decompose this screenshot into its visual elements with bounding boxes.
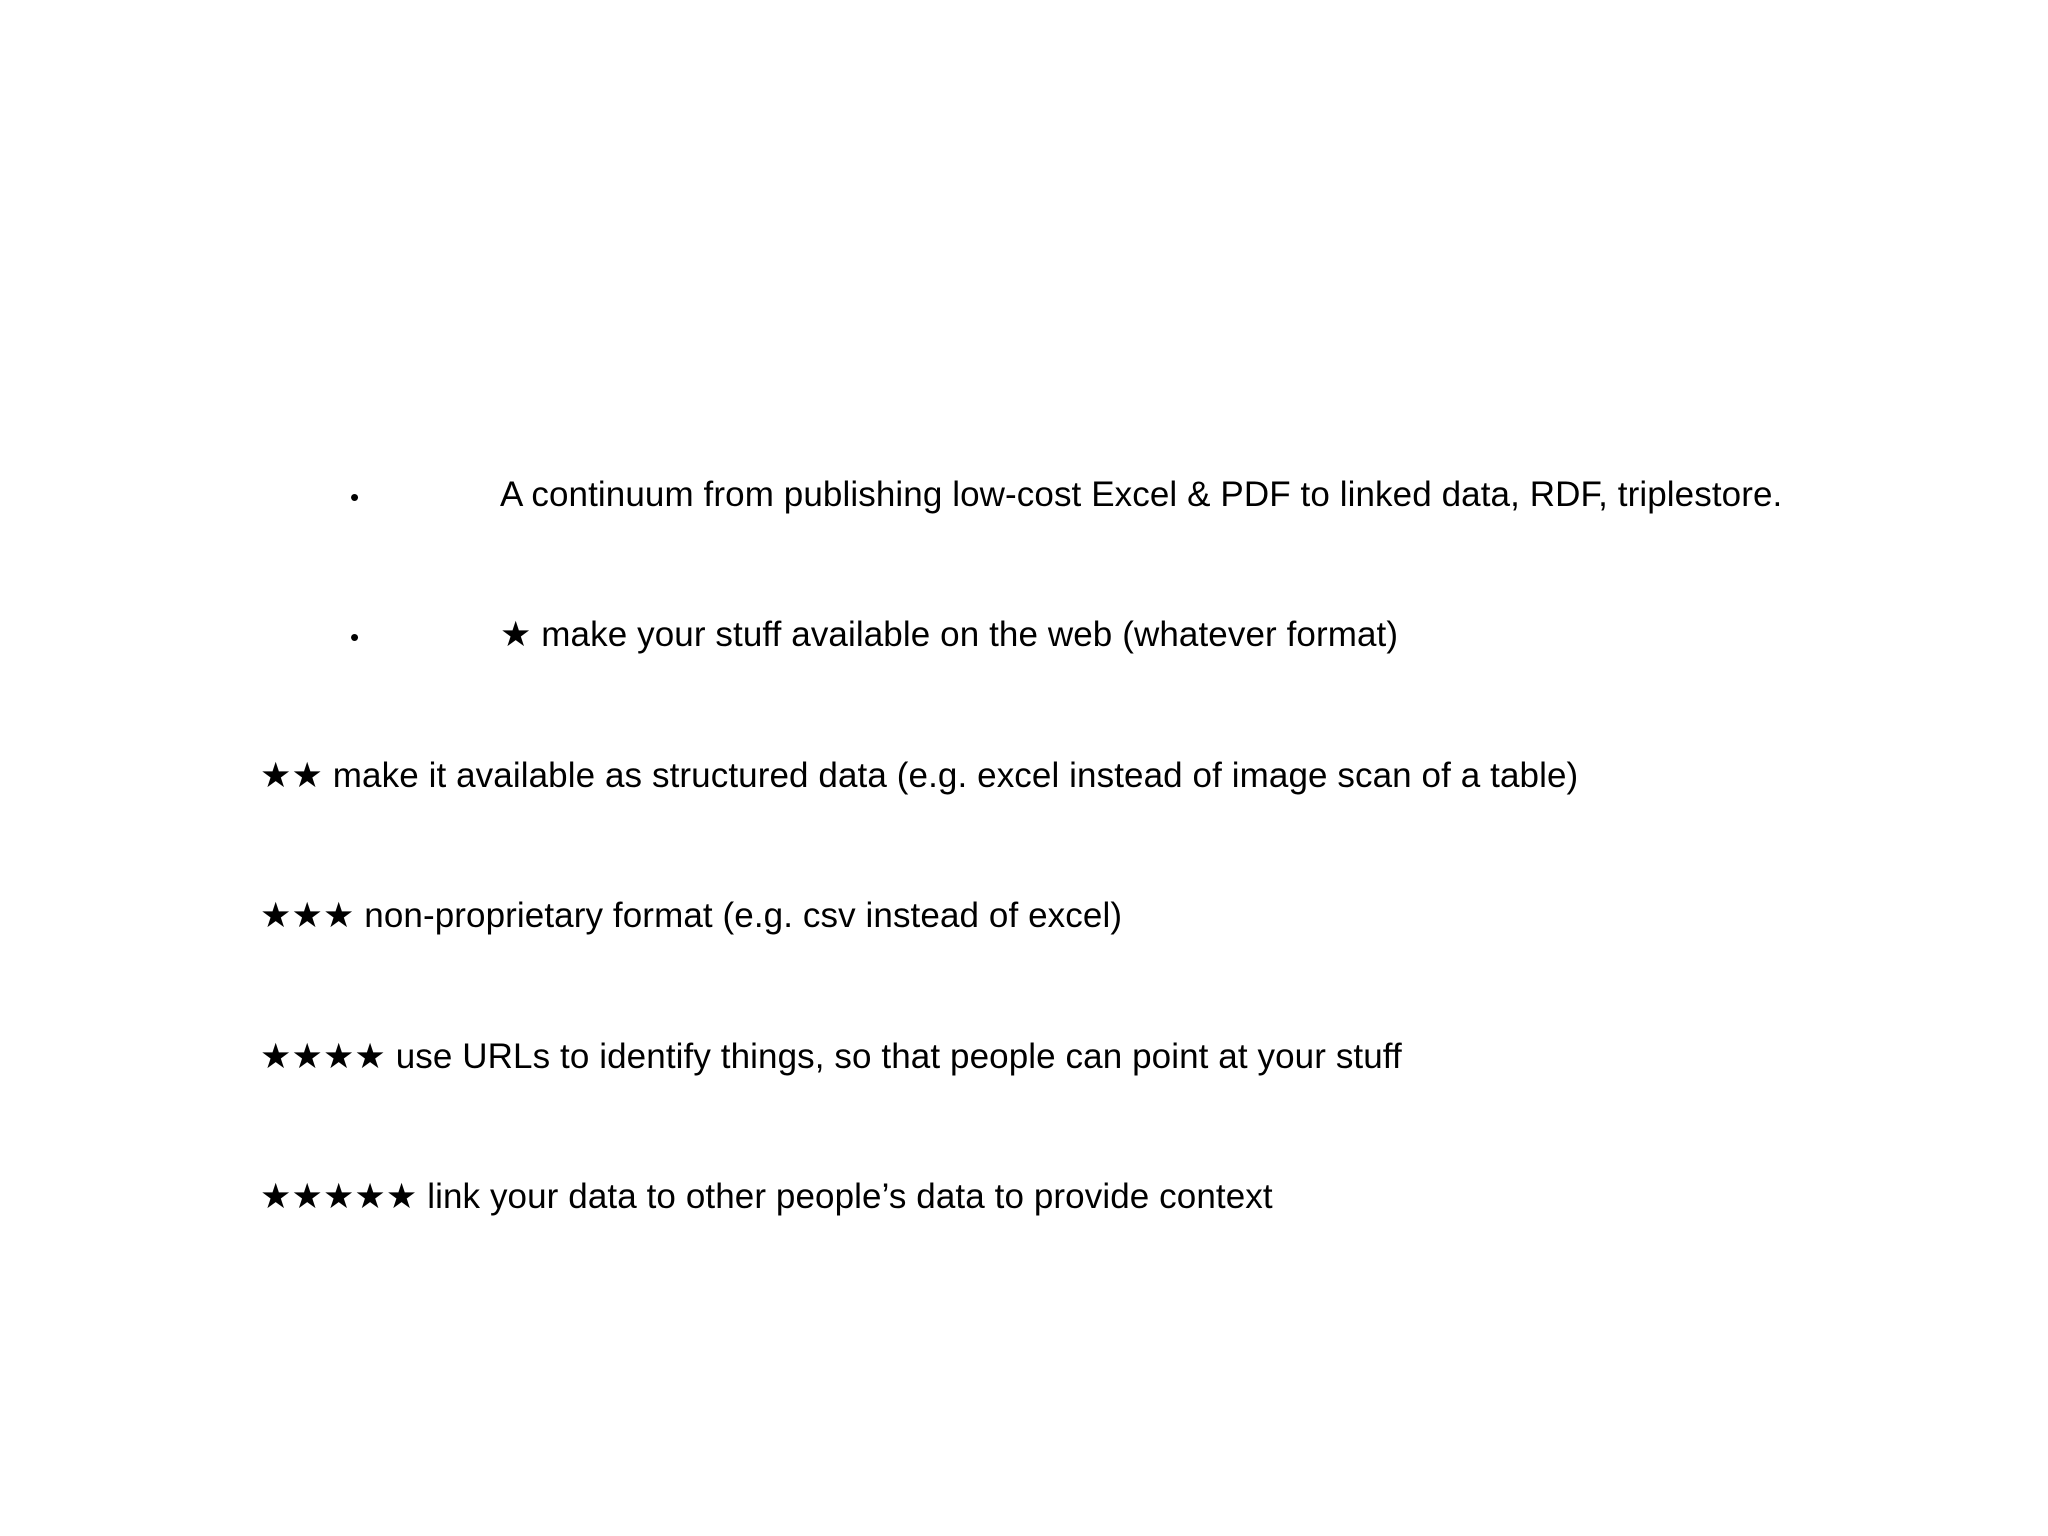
star-line-two-stars: ★★ make it available as structured data (e.g. excel instead of image scan of a table) [260, 756, 1579, 795]
bullet-item-continuum: A continuum from publishing low-cost Excel & PDF to linked data, RDF, triplestore. [500, 475, 1783, 514]
bullet-point-marker: • [350, 622, 360, 652]
bullet-point-marker: • [350, 482, 360, 512]
star-line-three-stars: ★★★ non-proprietary format (e.g. csv instead of excel) [260, 896, 1123, 935]
star-line-five-stars: ★★★★★ link your data to other people’s data to provide context [260, 1177, 1273, 1216]
bullet-item-one-star: ★ make your stuff available on the web (whatever format) [500, 615, 1399, 654]
star-line-four-stars: ★★★★ use URLs to identify things, so that people can point at your stuff [260, 1037, 1402, 1076]
